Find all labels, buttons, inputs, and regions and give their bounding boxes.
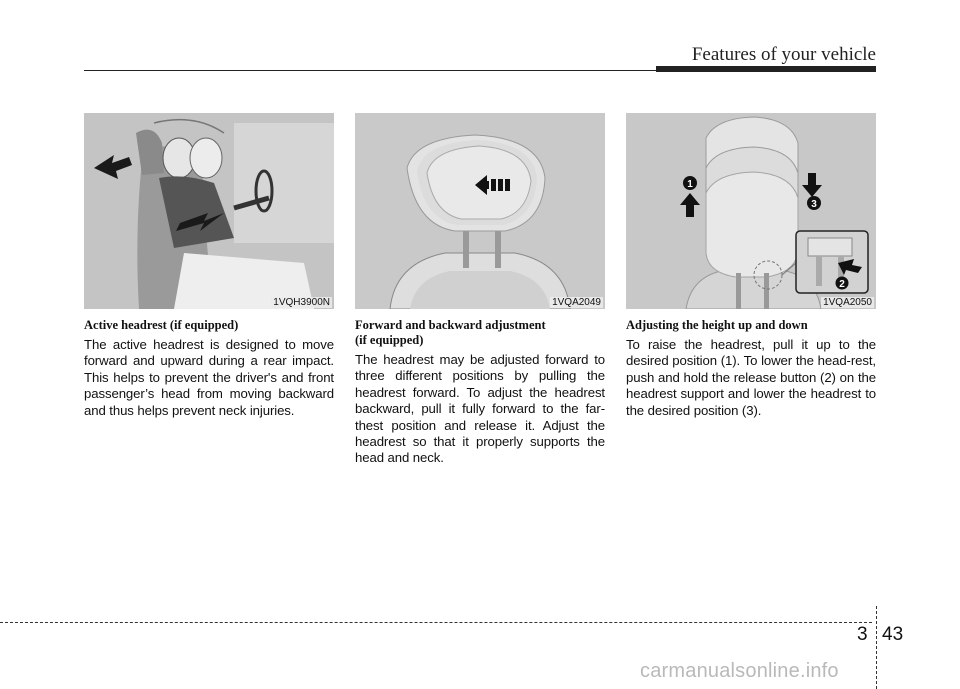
section-body: The active headrest is designed to move forward and upward during a rear impact. This helps to prevent the driver's and front passenger’s head from moving backward and thus helps prevent neck injuries. — [84, 337, 334, 418]
section-body: The headrest may be adjusted forward to three different positions by pulling the headrest forward. To adjust the headrest backward, pull it fully forward to the far-thest position and release it. Adjust the headrest so that it properly supports the head and neck. — [355, 352, 605, 466]
footer-rule — [0, 622, 872, 623]
figure-active-headrest — [84, 113, 334, 309]
section-heading — [355, 318, 605, 348]
figure-code: 1VQA2049 — [552, 297, 601, 308]
illustration-headrest-height — [626, 113, 876, 309]
section-body: To raise the headrest, pull it up to the desired position (1). To lower the head-rest, push and hold the release button (2) on the headrest support and lower the headrest to the desired position (3). — [626, 337, 876, 418]
chapter-number: 3 — [857, 624, 868, 645]
illustration-headrest-forward — [355, 113, 605, 309]
section-height-adjustment — [626, 318, 876, 419]
svg-text:1: 1 — [687, 179, 693, 190]
figure-code: 1VQA2050 — [823, 297, 872, 308]
section-forward-backward — [355, 318, 605, 467]
section-active-headrest — [84, 318, 334, 419]
page-header-title: Features of your vehicle — [691, 44, 876, 65]
section-heading: Active headrest (if equipped) — [84, 318, 239, 332]
section-heading: Adjusting the height up and down — [626, 318, 808, 332]
figure-code: 1VQH3900N — [273, 297, 330, 308]
footer-divider — [876, 606, 877, 689]
section-heading-line1: Forward and backward adjustment — [355, 318, 546, 332]
illustration-seated-driver — [84, 113, 334, 309]
header-rule-accent — [656, 66, 876, 72]
svg-text:3: 3 — [811, 199, 817, 210]
section-heading-line2: (if equipped) — [355, 333, 424, 347]
page-number: 43 — [882, 624, 904, 645]
svg-text:2: 2 — [839, 279, 845, 290]
watermark: carmanualsonline.info — [640, 660, 839, 682]
figure-forward-backward — [355, 113, 605, 309]
figure-height-adjustment — [626, 113, 876, 309]
